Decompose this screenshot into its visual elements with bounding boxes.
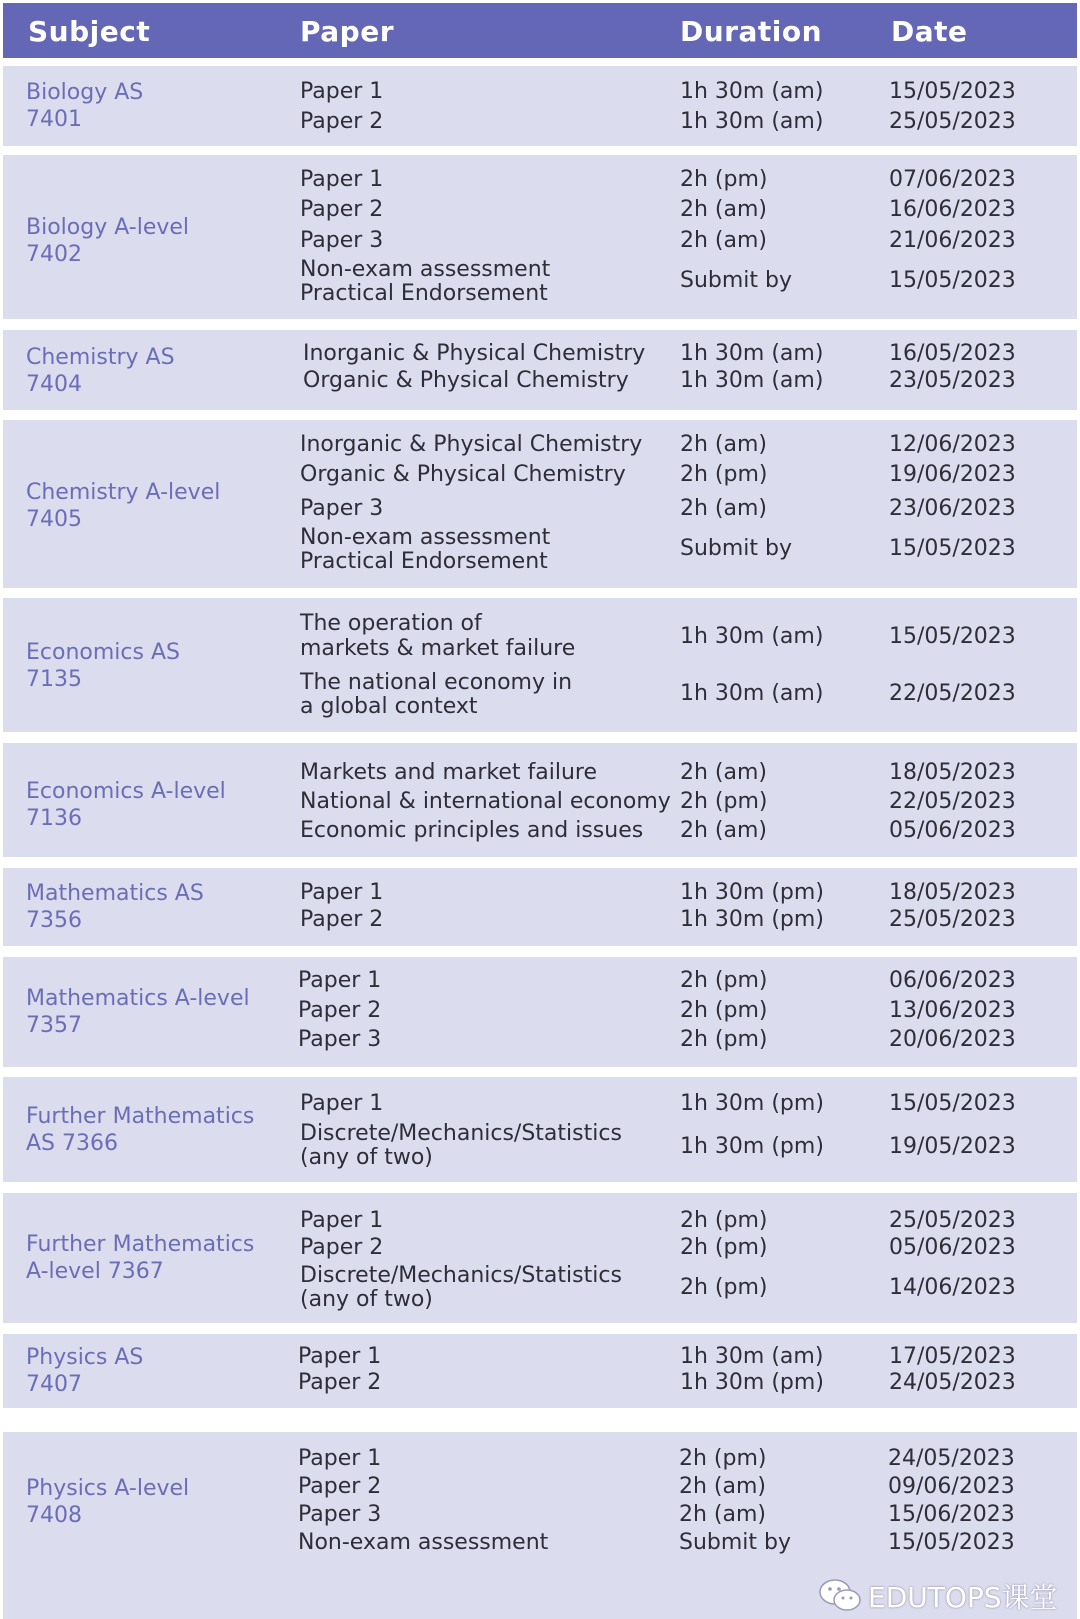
duration-cell: 1h 30m (am) bbox=[680, 79, 824, 104]
paper-cell: Paper 1 bbox=[300, 79, 384, 104]
duration-cell: 1h 30m (am) bbox=[680, 341, 824, 366]
duration-cell: 2h (pm) bbox=[680, 1208, 768, 1233]
table-row bbox=[3, 868, 1077, 946]
subject-name: Mathematics A-level bbox=[26, 986, 250, 1011]
subject-name: Further Mathematics bbox=[26, 1232, 255, 1257]
duration-cell: 2h (am) bbox=[680, 760, 768, 785]
date-cell: 18/05/2023 bbox=[889, 880, 1016, 905]
date-cell: 15/05/2023 bbox=[889, 536, 1016, 561]
table-header bbox=[3, 3, 1077, 58]
paper-cell: Organic & Physical Chemistry bbox=[300, 462, 626, 487]
table-row bbox=[3, 1334, 1077, 1408]
duration-cell: 1h 30m (am) bbox=[680, 624, 824, 649]
subject-name: Economics A-level bbox=[26, 779, 226, 804]
paper-cell: Paper 1 bbox=[300, 167, 384, 192]
table-row bbox=[3, 155, 1077, 319]
subject-code: 7407 bbox=[26, 1372, 82, 1397]
paper-cell: Paper 3 bbox=[300, 228, 384, 253]
date-cell: 06/06/2023 bbox=[889, 968, 1016, 993]
duration-cell: 1h 30m (am) bbox=[680, 681, 824, 706]
subject-code: A-level 7367 bbox=[26, 1259, 164, 1284]
duration-cell: 2h (pm) bbox=[680, 167, 768, 192]
paper-cell: Non-exam assessment bbox=[300, 525, 551, 550]
date-cell: 12/06/2023 bbox=[889, 432, 1016, 457]
duration-cell: 2h (pm) bbox=[680, 1027, 768, 1052]
paper-cell: Economic principles and issues bbox=[300, 818, 644, 843]
date-cell: 22/05/2023 bbox=[889, 681, 1016, 706]
paper-cell: Paper 2 bbox=[300, 907, 384, 932]
duration-cell: 2h (pm) bbox=[680, 1235, 768, 1260]
date-cell: 23/06/2023 bbox=[889, 496, 1016, 521]
date-cell: 15/05/2023 bbox=[889, 79, 1016, 104]
date-cell: 15/05/2023 bbox=[889, 1091, 1016, 1116]
paper-cell: Inorganic & Physical Chemistry bbox=[300, 432, 643, 457]
duration-cell: 2h (pm) bbox=[680, 968, 768, 993]
subject-name: Economics AS bbox=[26, 640, 180, 665]
date-cell: 21/06/2023 bbox=[889, 228, 1016, 253]
paper-cell: Paper 1 bbox=[298, 1344, 382, 1369]
paper-cell: The operation of bbox=[300, 611, 482, 636]
watermark-text: EDUTOPS课堂 bbox=[868, 1581, 1058, 1614]
duration-cell: 2h (am) bbox=[679, 1502, 767, 1527]
watermark bbox=[818, 1573, 1058, 1619]
subject-name: Biology A-level bbox=[26, 215, 190, 240]
date-cell: 15/05/2023 bbox=[889, 624, 1016, 649]
paper-cell: Paper 2 bbox=[300, 109, 384, 134]
paper-cell: Practical Endorsement bbox=[300, 549, 548, 574]
duration-cell: 1h 30m (pm) bbox=[680, 1134, 824, 1159]
paper-cell: Discrete/Mechanics/Statistics bbox=[300, 1121, 622, 1146]
date-cell: 15/05/2023 bbox=[888, 1530, 1015, 1555]
date-cell: 24/05/2023 bbox=[889, 1370, 1016, 1395]
table-row bbox=[3, 598, 1077, 732]
duration-cell: Submit by bbox=[680, 268, 793, 293]
duration-cell: 1h 30m (am) bbox=[680, 109, 824, 134]
duration-cell: 1h 30m (pm) bbox=[680, 1091, 824, 1116]
date-cell: 19/06/2023 bbox=[889, 462, 1016, 487]
paper-cell: Paper 1 bbox=[298, 968, 382, 993]
table-row bbox=[3, 743, 1077, 857]
duration-cell: 2h (am) bbox=[680, 432, 768, 457]
wechat-icon bbox=[818, 1578, 862, 1614]
date-cell: 22/05/2023 bbox=[889, 789, 1016, 814]
date-cell: 16/05/2023 bbox=[889, 341, 1016, 366]
paper-cell: a global context bbox=[300, 694, 478, 719]
paper-cell: Paper 2 bbox=[300, 1235, 384, 1260]
subject-code: 7405 bbox=[26, 507, 82, 532]
date-cell: 05/06/2023 bbox=[889, 1235, 1016, 1260]
subject-code: AS 7366 bbox=[26, 1131, 118, 1156]
subject-code: 7356 bbox=[26, 908, 82, 933]
duration-cell: 2h (pm) bbox=[680, 789, 768, 814]
subject-code: 7408 bbox=[26, 1503, 82, 1528]
duration-cell: 1h 30m (am) bbox=[680, 368, 824, 393]
duration-cell: 2h (pm) bbox=[680, 1275, 768, 1300]
paper-cell: markets & market failure bbox=[300, 636, 576, 661]
header-duration: Duration bbox=[680, 15, 823, 48]
table-row bbox=[3, 957, 1077, 1067]
date-cell: 05/06/2023 bbox=[889, 818, 1016, 843]
paper-cell: Non-exam assessment bbox=[298, 1530, 549, 1555]
paper-cell: Organic & Physical Chemistry bbox=[303, 368, 629, 393]
date-cell: 13/06/2023 bbox=[889, 998, 1016, 1023]
duration-cell: 2h (pm) bbox=[680, 462, 768, 487]
paper-cell: Non-exam assessment bbox=[300, 257, 551, 282]
date-cell: 25/05/2023 bbox=[889, 109, 1016, 134]
duration-cell: 2h (am) bbox=[680, 818, 768, 843]
subject-name: Mathematics AS bbox=[26, 881, 204, 906]
subject-name: Chemistry AS bbox=[26, 345, 175, 370]
subject-name: Further Mathematics bbox=[26, 1104, 255, 1129]
table-row bbox=[3, 1193, 1077, 1323]
paper-cell: The national economy in bbox=[300, 670, 573, 695]
duration-cell: 2h (am) bbox=[680, 496, 768, 521]
date-cell: 24/05/2023 bbox=[888, 1446, 1015, 1471]
table-row bbox=[3, 1077, 1077, 1182]
subject-code: 7404 bbox=[26, 372, 82, 397]
paper-cell: (any of two) bbox=[300, 1287, 433, 1312]
subject-code: 7357 bbox=[26, 1013, 82, 1038]
date-cell: 16/06/2023 bbox=[889, 197, 1016, 222]
subject-code: 7136 bbox=[26, 806, 82, 831]
duration-cell: 1h 30m (pm) bbox=[680, 880, 824, 905]
paper-cell: Discrete/Mechanics/Statistics bbox=[300, 1263, 622, 1288]
date-cell: 25/05/2023 bbox=[889, 907, 1016, 932]
date-cell: 15/06/2023 bbox=[888, 1502, 1015, 1527]
subject-code: 7135 bbox=[26, 667, 82, 692]
header-date: Date bbox=[891, 15, 968, 48]
table-row bbox=[3, 330, 1077, 410]
paper-cell: Markets and market failure bbox=[300, 760, 598, 785]
paper-cell: Paper 3 bbox=[298, 1502, 382, 1527]
paper-cell: Paper 2 bbox=[298, 998, 382, 1023]
date-cell: 15/05/2023 bbox=[889, 268, 1016, 293]
paper-cell: Paper 3 bbox=[298, 1027, 382, 1052]
paper-cell: Paper 1 bbox=[298, 1446, 382, 1471]
duration-cell: 2h (am) bbox=[679, 1474, 767, 1499]
duration-cell: 2h (pm) bbox=[679, 1446, 767, 1471]
paper-cell: Paper 1 bbox=[300, 880, 384, 905]
subject-name: Physics A-level bbox=[26, 1476, 190, 1501]
duration-cell: 2h (pm) bbox=[680, 998, 768, 1023]
date-cell: 20/06/2023 bbox=[889, 1027, 1016, 1052]
subject-name: Biology AS bbox=[26, 80, 144, 105]
subject-code: 7401 bbox=[26, 107, 82, 132]
date-cell: 17/05/2023 bbox=[889, 1344, 1016, 1369]
duration-cell: 2h (am) bbox=[680, 197, 768, 222]
paper-cell: Paper 2 bbox=[298, 1474, 382, 1499]
paper-cell: (any of two) bbox=[300, 1145, 433, 1170]
paper-cell: Paper 1 bbox=[300, 1091, 384, 1116]
date-cell: 09/06/2023 bbox=[888, 1474, 1015, 1499]
subject-name: Physics AS bbox=[26, 1345, 144, 1370]
date-cell: 23/05/2023 bbox=[889, 368, 1016, 393]
subject-name: Chemistry A-level bbox=[26, 480, 221, 505]
duration-cell: Submit by bbox=[679, 1530, 792, 1555]
duration-cell: 1h 30m (pm) bbox=[680, 907, 824, 932]
table-row bbox=[3, 66, 1077, 146]
subject-code: 7402 bbox=[26, 242, 82, 267]
header-subject: Subject bbox=[28, 15, 151, 48]
duration-cell: 1h 30m (pm) bbox=[680, 1370, 824, 1395]
paper-cell: National & international economy bbox=[300, 789, 671, 814]
duration-cell: 1h 30m (am) bbox=[680, 1344, 824, 1369]
header-paper: Paper bbox=[300, 15, 395, 48]
date-cell: 19/05/2023 bbox=[889, 1134, 1016, 1159]
date-cell: 14/06/2023 bbox=[889, 1275, 1016, 1300]
paper-cell: Paper 2 bbox=[300, 197, 384, 222]
date-cell: 07/06/2023 bbox=[889, 167, 1016, 192]
paper-cell: Inorganic & Physical Chemistry bbox=[303, 341, 646, 366]
duration-cell: 2h (am) bbox=[680, 228, 768, 253]
duration-cell: Submit by bbox=[680, 536, 793, 561]
table-row bbox=[3, 420, 1077, 588]
paper-cell: Paper 1 bbox=[300, 1208, 384, 1233]
paper-cell: Paper 3 bbox=[300, 496, 384, 521]
date-cell: 18/05/2023 bbox=[889, 760, 1016, 785]
paper-cell: Practical Endorsement bbox=[300, 281, 548, 306]
date-cell: 25/05/2023 bbox=[889, 1208, 1016, 1233]
paper-cell: Paper 2 bbox=[298, 1370, 382, 1395]
